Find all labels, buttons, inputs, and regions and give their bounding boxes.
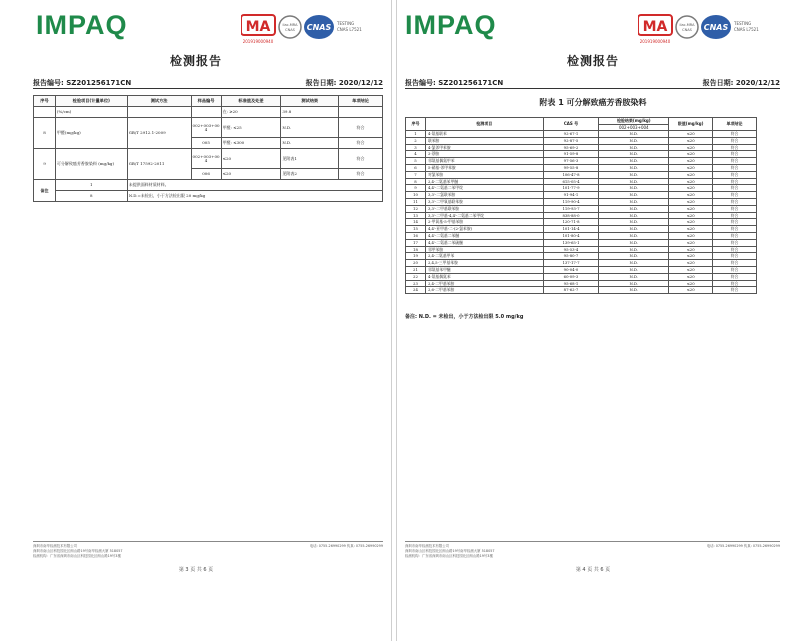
svg-text:MA: MA — [245, 19, 271, 35]
footer-divider — [33, 541, 383, 542]
cell-item: 甲醛(mg/kg) — [55, 118, 127, 149]
cell-cas: 99-55-8 — [543, 164, 599, 171]
ilac-mark — [676, 16, 698, 38]
table-header-row — [406, 118, 757, 125]
cell-result: N.D. — [599, 185, 669, 192]
cell-no: 3 — [406, 144, 426, 151]
cell-no: 20 — [406, 260, 426, 267]
footer-company: 深圳市南华检测技术有限公司 — [405, 544, 450, 548]
cell-result: N.D. — [599, 246, 669, 253]
cell-conclusion: 符合 — [713, 287, 757, 294]
report-page-3 — [0, 0, 392, 641]
report-number: 报告编号: SZ201256171CN — [405, 79, 504, 87]
cell-sample: 002+003+00 4 — [191, 118, 221, 138]
cell-name: 邻氨基偶氮甲苯 — [425, 158, 543, 165]
cell-name: 2-甲氧基-5-甲基苯胺 — [425, 219, 543, 226]
cell-no: 19 — [406, 253, 426, 260]
cell-no: 15 — [406, 226, 426, 233]
table-row — [406, 144, 757, 151]
svg-text:CNAS L7521: CNAS L7521 — [734, 27, 759, 32]
report-meta — [33, 78, 383, 88]
svg-text:CNAS: CNAS — [703, 23, 729, 32]
cell-cas: 137-17-7 — [543, 260, 599, 267]
footer-phone: 电话: 0755-26990299 传真: 0755-26990299 — [706, 544, 780, 548]
table-header-row — [34, 96, 383, 107]
cell-conclusion: 符合 — [713, 144, 757, 151]
svg-text:CNAS: CNAS — [306, 23, 332, 32]
footer-address: 深圳市南山区科技园北区朗山路19号南华检测大厦 518057 — [405, 549, 495, 554]
cell-result: N.D. — [599, 158, 669, 165]
cell-conclusion: 符合 — [713, 253, 757, 260]
table-row — [406, 232, 757, 239]
cell-cas: 91-94-1 — [543, 192, 599, 199]
cell-conclusion: 符合 — [339, 138, 383, 149]
cell-name: 2,4-二甲基苯胺 — [425, 280, 543, 287]
cell-result: N.D. — [599, 164, 669, 171]
remark-text: N.D.=未检出，小于方法检出限 20 mg/kg — [127, 191, 382, 202]
col-header: 序号 — [406, 118, 426, 131]
cell-no: 1 — [406, 131, 426, 138]
cell-name: 3,3'-二甲氧基联苯胺 — [425, 198, 543, 205]
svg-text:CNAS L7521: CNAS L7521 — [337, 27, 362, 32]
cell-name: 邻甲苯胺 — [425, 246, 543, 253]
cell-result: N.D. — [599, 266, 669, 273]
cell-name: 3,3'-二氯联苯胺 — [425, 192, 543, 199]
svg-text:ilac-MRA: ilac-MRA — [282, 23, 298, 27]
cell-result: N.D. — [281, 118, 339, 138]
cell-conclusion: 符合 — [713, 273, 757, 280]
cell-conclusion: 符合 — [713, 226, 757, 233]
cell-result: N.D. — [599, 253, 669, 260]
cell-cas: 95-69-2 — [543, 144, 599, 151]
impaq-logo: IMPAQ — [36, 10, 128, 40]
cell-name: 对氯苯胺 — [425, 171, 543, 178]
cell-cas: 838-88-0 — [543, 212, 599, 219]
cell-conclusion: 符合 — [713, 239, 757, 246]
cell-name: 3,3'-二甲基-4,4'-二氨基二苯甲烷 — [425, 212, 543, 219]
cell-no: 8 — [406, 178, 426, 185]
cell-result: 见附表2 — [281, 169, 339, 180]
table-row — [406, 260, 757, 267]
cell-cas: 101-14-4 — [543, 226, 599, 233]
cell-cas: 92-87-5 — [543, 137, 599, 144]
cell-result: N.D. — [599, 260, 669, 267]
table-row — [34, 149, 383, 169]
cell-conclusion: 符合 — [339, 169, 383, 180]
cell-name: 2,4-二氨基甲苯 — [425, 253, 543, 260]
cell-result: N.D. — [599, 192, 669, 199]
cell-name: 5-硝基-邻甲苯胺 — [425, 164, 543, 171]
sample-id: 002+003+004 — [599, 125, 669, 131]
svg-text:201919000940: 201919000940 — [639, 39, 671, 44]
cell-no: 9 — [34, 149, 56, 180]
cell-sample: 002+003+00 4 — [191, 149, 221, 169]
cell-result: N.D. — [599, 137, 669, 144]
table-row — [406, 171, 757, 178]
cell-no: 2 — [406, 137, 426, 144]
cell-result: N.D. — [599, 212, 669, 219]
cell-conclusion: 符合 — [339, 149, 383, 169]
col-header: 样品编号 — [191, 96, 221, 107]
cell-result: N.D. — [599, 232, 669, 239]
table-row — [406, 185, 757, 192]
cell-result: N.D. — [599, 131, 669, 138]
report-date: 报告日期: 2020/12/12 — [702, 79, 780, 87]
cell-result: N.D. — [599, 178, 669, 185]
col-header: CAS 号 — [543, 118, 599, 131]
svg-text:MA: MA — [642, 19, 668, 35]
cell-name: 邻氨基苯甲醚 — [425, 266, 543, 273]
cell-conclusion: 符合 — [713, 137, 757, 144]
cell-cas: 60-09-3 — [543, 273, 599, 280]
table-row — [406, 198, 757, 205]
cell-no: 24 — [406, 287, 426, 294]
cell-conclusion: 符合 — [713, 205, 757, 212]
cell-conclusion: 符合 — [713, 192, 757, 199]
footer-lab-address: 检测机构：广东省深圳市南山区科技园北区朗山路19号3楼 — [405, 554, 493, 559]
cell-conclusion: 符合 — [713, 131, 757, 138]
table-row — [406, 239, 757, 246]
table-row — [406, 158, 757, 165]
cell-sample: 006 — [191, 169, 221, 180]
remark-row — [34, 191, 383, 202]
cell-no: 12 — [406, 205, 426, 212]
footer-lab-address: 检测机构：广东省深圳市南山区科技园北区朗山路19号3楼 — [33, 554, 121, 559]
cell-name: 4,4'-亚甲基-二-(2-氯苯胺) — [425, 226, 543, 233]
cell-name: 2,4-二氨基苯甲醚 — [425, 178, 543, 185]
col-header: 限值(mg/kg) — [669, 118, 713, 131]
cell-limit: ≤20 — [669, 144, 713, 151]
cell-no: 8 — [34, 118, 56, 149]
svg-text:TESTING: TESTING — [337, 21, 355, 26]
table-row — [406, 226, 757, 233]
table-row — [34, 107, 383, 118]
cell-method: GB/T 17592-2011 — [127, 149, 191, 180]
cell-no: 6 — [406, 164, 426, 171]
page-footer — [33, 544, 383, 559]
cell-cas: 106-47-8 — [543, 171, 599, 178]
header-divider — [405, 88, 780, 89]
cell-limit: ≤20 — [669, 185, 713, 192]
cell-name: 2-萘胺 — [425, 151, 543, 158]
table-row — [406, 219, 757, 226]
cell-limit: ≤20 — [669, 164, 713, 171]
cell-result: N.D. — [281, 138, 339, 149]
cell-result: N.D. — [599, 287, 669, 294]
cell-limit: ≤20 — [669, 226, 713, 233]
table-row — [406, 178, 757, 185]
cell-limit: ≤20 — [669, 280, 713, 287]
cnas-mark — [701, 15, 759, 39]
cell-cas: 120-71-8 — [543, 219, 599, 226]
cell-name: 4,4'-二氨基二苯硫醚 — [425, 239, 543, 246]
report-meta — [405, 78, 780, 88]
page-title: 检测报告 — [566, 54, 619, 68]
cell-conclusion: 符合 — [713, 246, 757, 253]
cell-result: 见附表1 — [281, 149, 339, 169]
table-row — [406, 137, 757, 144]
cell-limit: ≤20 — [669, 232, 713, 239]
svg-text:CNAS: CNAS — [285, 28, 295, 32]
svg-text:TESTING: TESTING — [734, 21, 752, 26]
cell-cas: 90-04-0 — [543, 266, 599, 273]
cell-cas: 95-68-1 — [543, 280, 599, 287]
page-footer — [405, 544, 780, 559]
cell-cas: 139-65-1 — [543, 239, 599, 246]
cell-conclusion: 符合 — [713, 178, 757, 185]
cell-no: 21 — [406, 266, 426, 273]
cell-limit: ≤20 — [669, 205, 713, 212]
cell-name: 4-氨基偶氮苯 — [425, 273, 543, 280]
cell-name: 4-氯邻甲苯胺 — [425, 144, 543, 151]
cell-name: 4,4'-二氨基二苯甲烷 — [425, 185, 543, 192]
cell-limit: ≤20 — [669, 246, 713, 253]
cell-no: 11 — [406, 198, 426, 205]
cell-conclusion: 符合 — [713, 158, 757, 165]
cell-limit: ≤20 — [669, 158, 713, 165]
cell-result: N.D. — [599, 198, 669, 205]
cell-no: 7 — [406, 171, 426, 178]
col-header: 测试结果 — [281, 96, 339, 107]
table-row — [406, 253, 757, 260]
cell-conclusion: 符合 — [713, 171, 757, 178]
cell-limit: ≤20 — [669, 171, 713, 178]
cell-cas: 97-56-3 — [543, 158, 599, 165]
cell-limit: ≤20 — [669, 253, 713, 260]
cell-standard: ≤20 — [221, 149, 281, 169]
cell-cas: 91-59-8 — [543, 151, 599, 158]
col-header: 检验项目(计量单位) — [55, 96, 127, 107]
table-row — [406, 280, 757, 287]
footer-address: 深圳市南山区科技园北区朗山路19号南华检测大厦 518057 — [33, 549, 123, 554]
remark-text: 未提供面料材质材料。 — [127, 180, 382, 191]
cell-result: N.D. — [599, 219, 669, 226]
amine-table-body — [406, 131, 757, 294]
cell-limit: ≤20 — [669, 266, 713, 273]
cell-no: 23 — [406, 280, 426, 287]
cell-conclusion: 符合 — [713, 164, 757, 171]
remark-number: 1 — [55, 180, 127, 191]
ma-mark — [241, 15, 275, 44]
cell-result: N.D. — [599, 226, 669, 233]
cell-item: (%/cm) — [55, 107, 127, 118]
remark-row — [34, 180, 383, 191]
cell-conclusion: 符合 — [713, 212, 757, 219]
table-row — [406, 266, 757, 273]
cell-no: 14 — [406, 219, 426, 226]
table-note: 备注: N.D. = 未检出，小于方法检出限 5.0 mg/kg — [405, 314, 524, 320]
cell-conclusion: 符合 — [713, 219, 757, 226]
cell-limit: ≤20 — [669, 287, 713, 294]
cell-no: 9 — [406, 185, 426, 192]
col-header: 测试方法 — [127, 96, 191, 107]
table-row — [406, 164, 757, 171]
amine-table — [405, 117, 757, 294]
cell-name: 4,4'-二氨基二苯醚 — [425, 232, 543, 239]
cell-no: 18 — [406, 246, 426, 253]
col-header: 标准值及处差 — [221, 96, 281, 107]
ma-mark — [638, 15, 672, 44]
cell-result: N.D. — [599, 151, 669, 158]
page-number: 第 3 页 共 6 页 — [178, 567, 214, 573]
cell-name: 2,4,5-三甲基苯胺 — [425, 260, 543, 267]
cell-limit: ≤20 — [669, 192, 713, 199]
table-row — [406, 246, 757, 253]
cell-result: N.D. — [599, 171, 669, 178]
cell-no: 22 — [406, 273, 426, 280]
cell-name: 3,3'-二甲基联苯胺 — [425, 205, 543, 212]
table-row — [406, 205, 757, 212]
cell-limit: ≤20 — [669, 273, 713, 280]
cell-result: N.D. — [599, 239, 669, 246]
ilac-mark — [279, 16, 301, 38]
cell-conclusion: 符合 — [713, 185, 757, 192]
cell-standard: 甲醛: ≤300 — [221, 138, 281, 149]
cell-no: 16 — [406, 232, 426, 239]
cell-cas: 119-90-4 — [543, 198, 599, 205]
impaq-logo: IMPAQ — [405, 10, 497, 40]
cell-item: 可分解致癌芳香胺染料 (mg/kg) — [55, 149, 127, 180]
cell-cas: 101-77-9 — [543, 185, 599, 192]
cnas-mark — [304, 15, 362, 39]
cell-cas: 615-05-4 — [543, 178, 599, 185]
col-header: 单项结论 — [339, 96, 383, 107]
table-row — [406, 287, 757, 294]
cell-conclusion: 符合 — [713, 280, 757, 287]
cell-conclusion: 符合 — [713, 151, 757, 158]
remark-number: 8 — [55, 191, 127, 202]
col-header: 序号 — [34, 96, 56, 107]
cell-standard: 甲醛: ≤25 — [221, 118, 281, 138]
report-number: 报告编号: SZ201256171CN — [33, 79, 132, 87]
cell-name: 4-氨基联苯 — [425, 131, 543, 138]
col-header: 检验结果(mg/kg) — [599, 118, 669, 125]
svg-text:ilac-MRA: ilac-MRA — [679, 23, 695, 27]
cell-cas: 87-62-7 — [543, 287, 599, 294]
table-row — [406, 192, 757, 199]
table-row — [406, 212, 757, 219]
cell-result: N.D. — [599, 144, 669, 151]
cell-cas: 101-80-4 — [543, 232, 599, 239]
cell-limit: ≤20 — [669, 131, 713, 138]
cell-no: 4 — [406, 151, 426, 158]
cell-standard: ≤20 — [221, 169, 281, 180]
cell-no: 13 — [406, 212, 426, 219]
cell-standard: 在: ≥20 — [221, 107, 281, 118]
cell-conclusion: 符合 — [713, 260, 757, 267]
table-row — [34, 118, 383, 138]
footer-divider — [405, 541, 780, 542]
cell-result: N.D. — [599, 273, 669, 280]
cell-conclusion: 符合 — [339, 118, 383, 138]
cell-name: 2,6-二甲基苯胺 — [425, 287, 543, 294]
cell-limit: ≤20 — [669, 212, 713, 219]
certification-marks — [638, 12, 762, 46]
cell-name: 联苯胺 — [425, 137, 543, 144]
cell-conclusion: 符合 — [713, 198, 757, 205]
cell-limit: ≤20 — [669, 151, 713, 158]
remarks-label: 备注 — [34, 180, 56, 202]
report-page-4 — [396, 0, 788, 641]
cell-result: 39.8 — [281, 107, 339, 118]
cell-cas: 95-53-4 — [543, 246, 599, 253]
cell-limit: ≤20 — [669, 239, 713, 246]
cell-result: N.D. — [599, 205, 669, 212]
header-divider — [33, 88, 383, 89]
col-header: 检测项目 — [425, 118, 543, 131]
cell-conclusion: 符合 — [713, 232, 757, 239]
table-row — [406, 151, 757, 158]
cell-sample: 005 — [191, 138, 221, 149]
cell-no: 10 — [406, 192, 426, 199]
appendix-caption: 附表 1 可分解致癌芳香胺染料 — [539, 98, 647, 107]
page-number: 第 4 页 共 6 页 — [575, 567, 611, 573]
certification-marks — [241, 12, 365, 46]
cell-limit: ≤20 — [669, 198, 713, 205]
svg-text:CNAS: CNAS — [682, 28, 692, 32]
results-table — [33, 95, 383, 202]
cell-cas: 92-67-1 — [543, 131, 599, 138]
cell-limit: ≤20 — [669, 178, 713, 185]
report-date: 报告日期: 2020/12/12 — [305, 79, 383, 87]
cell-limit: ≤20 — [669, 260, 713, 267]
svg-text:201919000940: 201919000940 — [242, 39, 274, 44]
page-title: 检测报告 — [169, 54, 222, 68]
cell-limit: ≤20 — [669, 137, 713, 144]
footer-phone: 电话: 0755-26990299 传真: 0755-26990299 — [309, 544, 383, 548]
cell-result: N.D. — [599, 280, 669, 287]
cell-no: 5 — [406, 158, 426, 165]
footer-company: 深圳市南华检测技术有限公司 — [33, 544, 78, 548]
cell-no: 17 — [406, 239, 426, 246]
cell-cas: 95-80-7 — [543, 253, 599, 260]
cell-limit: ≤20 — [669, 219, 713, 226]
col-header: 单项结论 — [713, 118, 757, 131]
cell-cas: 119-93-7 — [543, 205, 599, 212]
table-row — [406, 131, 757, 138]
cell-method: GB/T 2912.1-2009 — [127, 118, 191, 149]
table-row — [406, 273, 757, 280]
cell-conclusion: 符合 — [713, 266, 757, 273]
